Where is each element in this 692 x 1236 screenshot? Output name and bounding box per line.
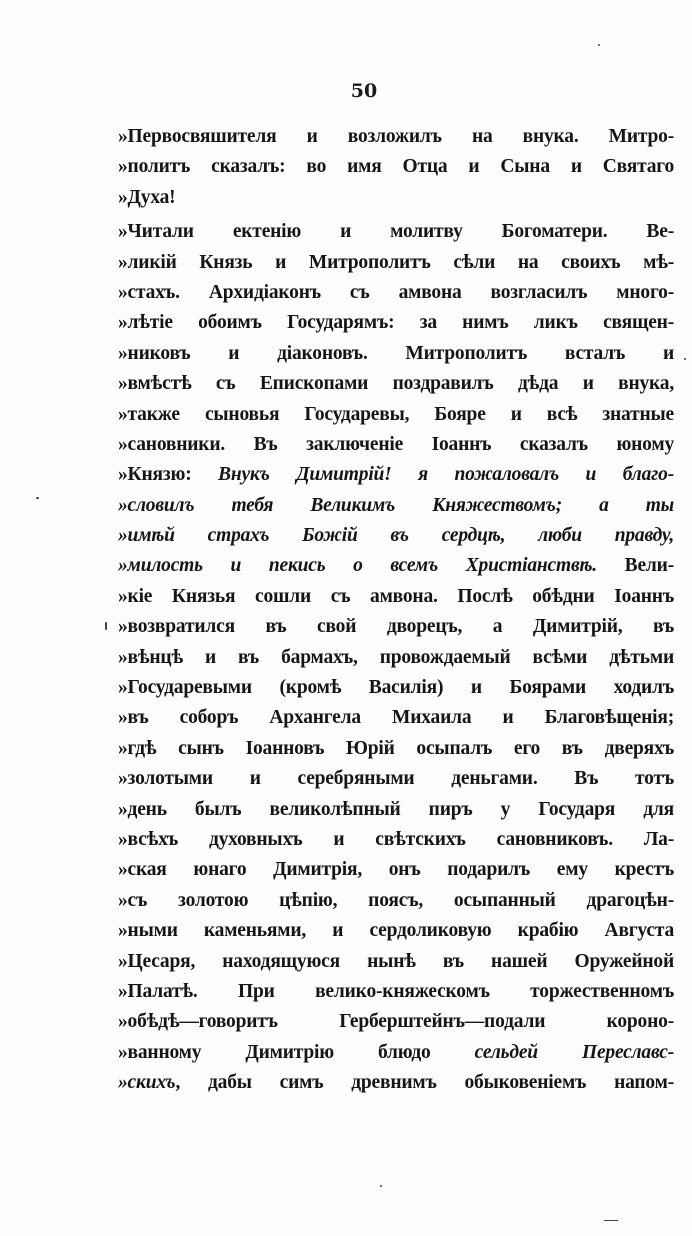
text-line: [118, 825, 674, 855]
text-segment: »Читали ектенію и молитву Богоматери. Ве-: [118, 221, 674, 243]
text-segment: »золотыми и серебряными деньгами. Въ тотъ: [118, 768, 674, 790]
text-segment: »въ соборъ Архангела Михаила и Благовѣщенія;: [118, 707, 674, 729]
text-segment: »Цесаря, находящуюся нынѣ въ нашей Оружейной: [118, 950, 674, 972]
text-segment: »Государевыми (кромѣ Василія) и Боярами ходилъ: [118, 677, 674, 699]
text-line: [118, 400, 674, 430]
text-segment: , дабы симъ древнимъ обыковеніемъ напом-: [175, 1072, 674, 1094]
text-segment: »лѣтіе обоимъ Государямъ: за нимъ ликъ священ-: [118, 312, 674, 334]
text-line: [118, 673, 674, 703]
text-line: [118, 460, 674, 490]
text-segment: »гдѣ сынъ Іоанновъ Юрій осыпалъ его въ дверяхъ: [118, 737, 674, 759]
italic-text: Внукъ Димитрій! я пожаловалъ и благо-: [218, 464, 674, 486]
scan-speck: [684, 358, 686, 360]
text-segment: »день былъ великолѣпный пиръ у Государя для: [118, 798, 674, 820]
text-line: [118, 248, 674, 278]
text-segment: »вмѣстѣ съ Епископами поздравилъ дѣда и внука,: [118, 373, 674, 395]
text-segment: »стахъ. Архидіаконъ съ амвона возгласилъ много-: [118, 281, 674, 303]
text-line: [118, 643, 674, 673]
text-line: [118, 916, 674, 946]
text-line: [118, 886, 674, 916]
text-line: [118, 977, 674, 1007]
text-segment: »ская юнаго Димитрія, онъ подарилъ ему крестъ: [118, 859, 674, 881]
text-line: [118, 947, 674, 977]
text-line: [118, 1068, 674, 1098]
text-segment: »также сыновья Государевы, Бояре и всѣ знатные: [118, 403, 674, 425]
text-line: [118, 278, 674, 308]
text-segment: »кіе Князья сошли съ амвона. Послѣ обѣдни Іоаннъ: [118, 585, 674, 607]
text-line: [118, 308, 674, 338]
text-segment: »сановники. Въ заключеніе Іоаннъ сказалъ юному: [118, 433, 674, 455]
text-line: [118, 521, 674, 551]
text-segment: »Палатѣ. При велико-княжескомъ торжественномъ: [118, 980, 674, 1002]
scan-speck: [380, 1185, 382, 1187]
text-segment: »Духа!: [118, 186, 176, 208]
text-line: [118, 217, 674, 247]
text-segment: »съ золотою цѣпію, поясъ, осыпанный драгоцѣн-: [118, 889, 674, 911]
text-line: [118, 430, 674, 460]
body-text: [118, 122, 674, 1099]
text-line: [118, 734, 674, 764]
italic-text: »словилъ тебя Великимъ Княжествомъ; а ты: [118, 494, 674, 516]
text-line: [118, 491, 674, 521]
italic-text: »имѣй страхъ Божій въ сердцѣ, люби правду,: [118, 525, 674, 547]
text-line: [118, 122, 674, 152]
text-line: [118, 855, 674, 885]
text-line: [118, 339, 674, 369]
text-segment: »политъ сказалъ: во имя Отца и Сына и Святаго: [118, 156, 674, 178]
text-line: [118, 183, 674, 213]
italic-text: »милость и пекись о всемъ Христіанствѣ.: [118, 555, 597, 577]
text-segment: »Князю:: [118, 464, 219, 486]
scan-speck: [105, 622, 107, 630]
text-line: [118, 551, 674, 581]
text-segment: »Первосвяшителя и возложилъ на внука. Митро-: [118, 126, 674, 147]
text-segment: »ликій Князь и Митрополитъ сѣли на своихъ мѣ-: [118, 251, 674, 273]
page-number: 50: [350, 80, 378, 102]
scan-speck: [598, 44, 600, 46]
text-line: [118, 703, 674, 733]
text-segment: »никовъ и діаконовъ. Митрополитъ всталъ и: [118, 342, 674, 364]
text-segment: »ванному Димитрію блюдо: [118, 1041, 475, 1063]
text-line: [118, 612, 674, 642]
text-segment: Вели-: [596, 555, 674, 577]
text-line: [118, 1007, 674, 1037]
text-segment: »ными каменьями, и сердоликовую крабію Августа: [118, 920, 674, 942]
text-segment: »всѣхъ духовныхъ и свѣтскихъ сановниковъ. Ла-: [118, 828, 674, 850]
italic-text: сельдей Переславс-: [474, 1041, 674, 1063]
italic-text: »скихъ: [118, 1072, 176, 1094]
text-line: [118, 369, 674, 399]
text-segment: »вѣнцѣ и въ бармахъ, провождаемый всѣми дѣтьми: [118, 646, 674, 668]
text-line: [118, 1038, 674, 1068]
text-line: [118, 152, 674, 182]
scan-speck: [604, 1220, 618, 1221]
text-line: [118, 795, 674, 825]
text-segment: »возвратился въ свой дворецъ, а Димитрій, въ: [118, 616, 674, 638]
scan-speck: [36, 497, 39, 499]
text-line: [118, 764, 674, 794]
text-segment: »обѣдѣ—говоритъ Герберштейнъ—подали короно-: [118, 1011, 674, 1033]
text-line: [118, 582, 674, 612]
